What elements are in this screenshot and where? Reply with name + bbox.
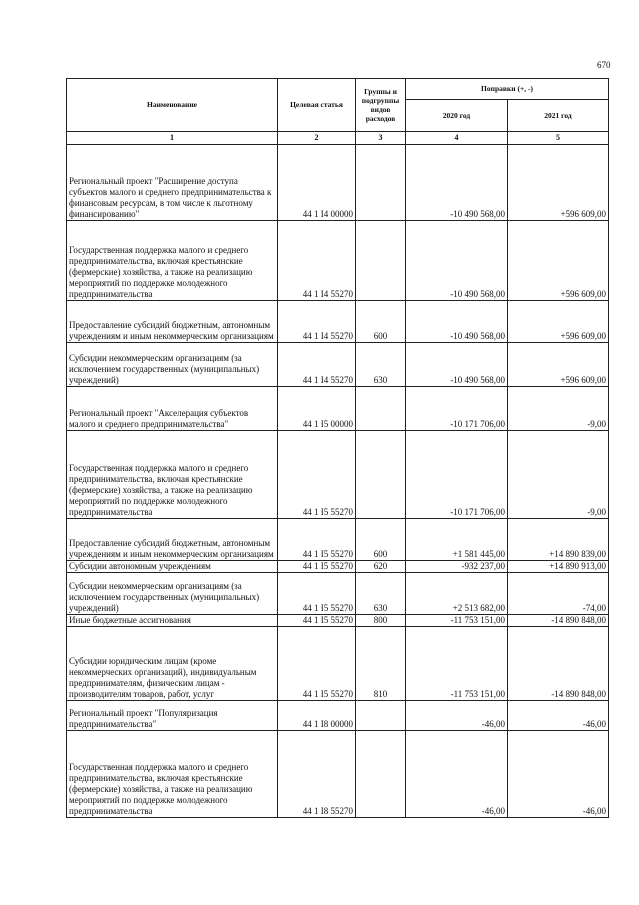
row-amount-2020: -10 490 568,00: [406, 145, 508, 221]
row-target-code: 44 1 I5 55270: [278, 431, 356, 519]
table-row: [67, 431, 609, 519]
header-target-article: Целевая статья: [278, 79, 356, 132]
page-number: 670: [597, 60, 611, 70]
table-row: [67, 387, 609, 431]
table-row: [67, 145, 609, 221]
table-row: [67, 731, 609, 818]
column-number: 1: [67, 132, 278, 145]
row-expense-type: 630: [356, 343, 406, 387]
row-amount-2020: -10 490 568,00: [406, 221, 508, 301]
budget-amendments-table: [66, 78, 609, 818]
row-name: Субсидии автономным учреждениям: [67, 561, 278, 573]
row-target-code: 44 1 I5 00000: [278, 387, 356, 431]
row-expense-type: 800: [356, 615, 406, 627]
header-year-2021: 2021 год: [508, 100, 609, 132]
row-amount-2020: -10 171 706,00: [406, 431, 508, 519]
row-target-code: 44 1 I4 55270: [278, 221, 356, 301]
row-target-code: 44 1 I8 00000: [278, 701, 356, 731]
row-amount-2021: -14 890 848,00: [508, 615, 609, 627]
row-amount-2020: -11 753 151,00: [406, 627, 508, 701]
row-amount-2020: -10 490 568,00: [406, 343, 508, 387]
row-expense-type: [356, 701, 406, 731]
row-expense-type: 810: [356, 627, 406, 701]
row-name: Региональный проект "Акселерация субъектов малого и среднего предпринимательства": [67, 387, 278, 431]
row-amount-2020: +1 581 445,00: [406, 519, 508, 561]
table-row: [67, 519, 609, 561]
table-row: [67, 615, 609, 627]
table-row: [67, 701, 609, 731]
row-target-code: 44 1 I5 55270: [278, 615, 356, 627]
column-number: 3: [356, 132, 406, 145]
table-row: [67, 301, 609, 343]
row-target-code: 44 1 I5 55270: [278, 627, 356, 701]
row-target-code: 44 1 I5 55270: [278, 561, 356, 573]
row-amount-2021: +14 890 839,00: [508, 519, 609, 561]
row-name: Предоставление субсидий бюджетным, автономным учреждениям и иным некоммерческим организациям: [67, 519, 278, 561]
row-target-code: 44 1 I4 55270: [278, 301, 356, 343]
header-year-2020: 2020 год: [406, 100, 508, 132]
row-amount-2020: -932 237,00: [406, 561, 508, 573]
row-amount-2020: +2 513 682,00: [406, 573, 508, 615]
row-expense-type: 620: [356, 561, 406, 573]
row-target-code: 44 1 I4 00000: [278, 145, 356, 221]
row-amount-2020: -46,00: [406, 731, 508, 818]
row-amount-2020: -10 490 568,00: [406, 301, 508, 343]
row-target-code: 44 1 I8 55270: [278, 731, 356, 818]
table-row: [67, 343, 609, 387]
row-expense-type: [356, 145, 406, 221]
row-amount-2021: +596 609,00: [508, 301, 609, 343]
column-number: 4: [406, 132, 508, 145]
row-amount-2021: -14 890 848,00: [508, 627, 609, 701]
row-amount-2021: +596 609,00: [508, 343, 609, 387]
row-amount-2020: -46,00: [406, 701, 508, 731]
row-name: Субсидии юридическим лицам (кроме некоммерческих организаций), индивидуальным предпринимателям, физическим лицам - производителям товаров, работ, услуг: [67, 627, 278, 701]
row-amount-2021: +596 609,00: [508, 145, 609, 221]
row-amount-2021: -9,00: [508, 431, 609, 519]
row-name: Государственная поддержка малого и среднего предпринимательства, включая крестьянские (фермерские) хозяйства, а также на реализацию мероприятий по поддержке молодежного предпринимательства: [67, 431, 278, 519]
row-target-code: 44 1 I4 55270: [278, 343, 356, 387]
row-name: Предоставление субсидий бюджетным, автономным учреждениям и иным некоммерческим организациям: [67, 301, 278, 343]
row-expense-type: [356, 221, 406, 301]
row-name: Субсидии некоммерческим организациям (за исключением государственных (муниципальных) учреждений): [67, 343, 278, 387]
row-amount-2021: -46,00: [508, 731, 609, 818]
table-row: [67, 573, 609, 615]
header-name: Наименование: [67, 79, 278, 132]
row-amount-2021: +596 609,00: [508, 221, 609, 301]
row-amount-2021: -46,00: [508, 701, 609, 731]
table-row: [67, 561, 609, 573]
header-expense-groups: Группы и подгруппы видов расходов: [356, 79, 406, 132]
row-amount-2020: -10 171 706,00: [406, 387, 508, 431]
row-expense-type: [356, 431, 406, 519]
row-expense-type: 600: [356, 519, 406, 561]
row-name: Субсидии некоммерческим организациям (за исключением государственных (муниципальных) учреждений): [67, 573, 278, 615]
row-expense-type: 600: [356, 301, 406, 343]
header-amendments: Поправки (+, -): [406, 79, 609, 100]
row-expense-type: [356, 387, 406, 431]
row-amount-2021: -74,00: [508, 573, 609, 615]
row-name: Государственная поддержка малого и среднего предпринимательства, включая крестьянские (фермерские) хозяйства, а также на реализацию мероприятий по поддержке молодежного предпринимательства: [67, 731, 278, 818]
row-expense-type: 630: [356, 573, 406, 615]
column-number: 5: [508, 132, 609, 145]
row-amount-2021: -9,00: [508, 387, 609, 431]
table-row: [67, 627, 609, 701]
row-name: Региональный проект "Расширение доступа субъектов малого и среднего предпринимательства к финансовым ресурсам, в том числе к льготному финансированию": [67, 145, 278, 221]
row-name: Государственная поддержка малого и среднего предпринимательства, включая крестьянские (фермерские) хозяйства, а также на реализацию мероприятий по поддержке молодежного предпринимательства: [67, 221, 278, 301]
row-name: Иные бюджетные ассигнования: [67, 615, 278, 627]
row-target-code: 44 1 I5 55270: [278, 519, 356, 561]
row-target-code: 44 1 I5 55270: [278, 573, 356, 615]
row-expense-type: [356, 731, 406, 818]
table-row: [67, 221, 609, 301]
row-amount-2021: +14 890 913,00: [508, 561, 609, 573]
row-name: Региональный проект "Популяризация предпринимательства": [67, 701, 278, 731]
row-amount-2020: -11 753 151,00: [406, 615, 508, 627]
column-number: 2: [278, 132, 356, 145]
